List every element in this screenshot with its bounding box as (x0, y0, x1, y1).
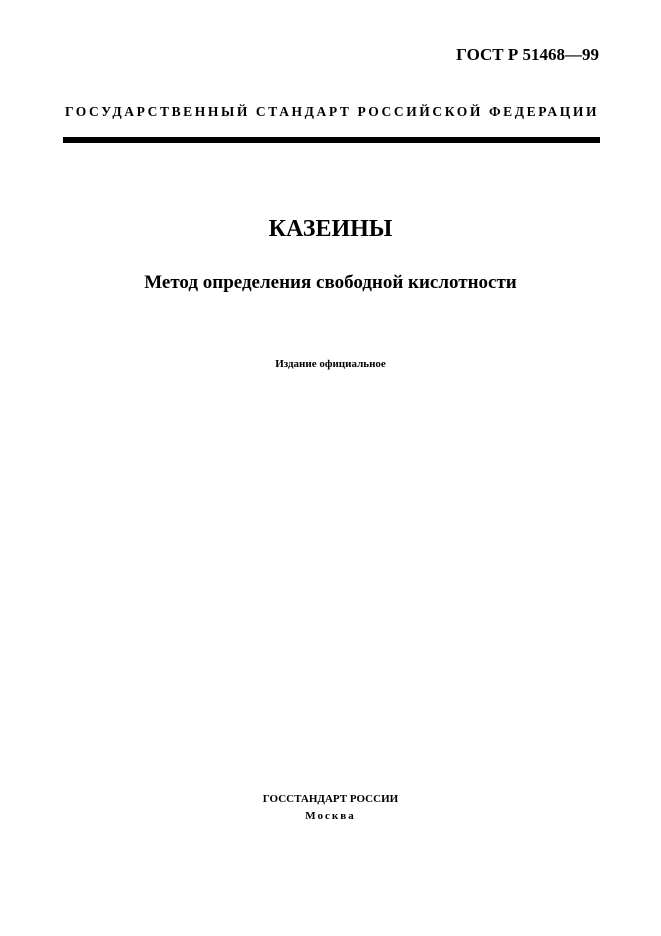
edition-note: Издание официальное (275, 358, 386, 370)
publisher-name: ГОССТАНДАРТ РОССИИ (262, 793, 399, 805)
document-code: ГОСТ Р 51468—99 (456, 45, 599, 64)
document-subtitle: Метод определения свободной кислотности (144, 272, 517, 293)
header-rule (63, 137, 600, 143)
organization-header: ГОСУДАРСТВЕННЫЙ СТАНДАРТ РОССИЙСКОЙ ФЕДЕРАЦИИ (64, 104, 600, 119)
document-title: КАЗЕИНЫ (268, 216, 393, 242)
publisher-city: Москва (305, 810, 356, 822)
